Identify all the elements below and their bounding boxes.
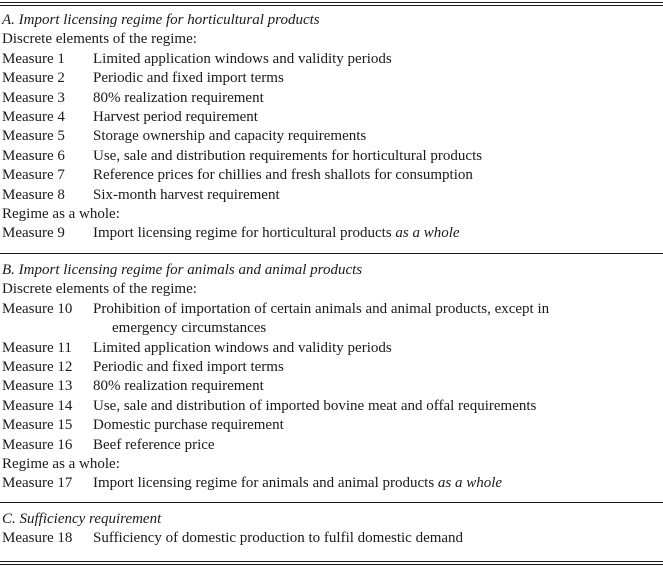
measure-text-continuation: emergency circumstances xyxy=(112,320,267,337)
measure-text: Domestic purchase requirement xyxy=(93,417,284,434)
measure-text-main: Import licensing regime for animals and animal products xyxy=(93,475,438,492)
measure-row xyxy=(0,474,663,493)
measure-text: Use, sale and distribution requirements for horticultural products xyxy=(93,147,483,164)
measure-text: Reference prices for chillies and fresh shallots for consumption xyxy=(93,167,473,184)
measure-label: Measure 7 xyxy=(2,167,65,184)
measure-text: Limited application windows and validity periods xyxy=(93,339,392,356)
measure-row xyxy=(0,108,663,127)
measure-label: Measure 5 xyxy=(2,128,65,145)
measure-row xyxy=(0,436,663,455)
measure-label: Measure 6 xyxy=(2,147,65,164)
bottom-rule-inner xyxy=(0,561,663,562)
measure-row xyxy=(0,397,663,416)
measure-text: Six-month harvest requirement xyxy=(93,186,280,203)
measure-label: Measure 11 xyxy=(2,339,72,356)
section-a-title: A. Import licensing regime for horticultural products xyxy=(2,12,320,28)
measure-label: Measure 13 xyxy=(2,378,73,395)
section-a xyxy=(0,11,663,244)
measure-text: Prohibition of importation of certain animals and animal products, except in xyxy=(93,300,550,317)
section-b-whole-label: Regime as a whole: xyxy=(2,455,120,472)
measure-text-main: Import licensing regime for horticultural products xyxy=(93,225,396,242)
section-a-discrete-label: Discrete elements of the regime: xyxy=(2,31,197,48)
measure-text: 80% realization requirement xyxy=(93,378,264,395)
measure-label: Measure 15 xyxy=(2,417,73,434)
measure-text-emphasis: as a whole xyxy=(395,225,460,242)
measure-row xyxy=(0,50,663,69)
measure-label: Measure 2 xyxy=(2,70,65,87)
measure-text: Storage ownership and capacity requirements xyxy=(93,128,367,145)
measure-text: Periodic and fixed import terms xyxy=(93,358,284,375)
top-rule xyxy=(0,2,663,3)
measure-row xyxy=(0,224,663,243)
measure-row xyxy=(0,377,663,396)
measure-row xyxy=(0,339,663,358)
measure-label: Measure 10 xyxy=(2,300,73,317)
measure-row xyxy=(0,147,663,166)
measure-label: Measure 4 xyxy=(2,108,65,125)
measure-label: Measure 16 xyxy=(2,436,73,453)
measure-text xyxy=(93,224,460,243)
section-divider xyxy=(0,253,663,254)
measure-row xyxy=(0,89,663,108)
measure-label: Measure 8 xyxy=(2,186,65,203)
top-rule-inner xyxy=(0,5,663,6)
measure-label: Measure 9 xyxy=(2,225,65,242)
measure-text: Beef reference price xyxy=(93,436,215,453)
section-b-title: B. Import licensing regime for animals and animal products xyxy=(2,262,363,278)
section-divider xyxy=(0,502,663,503)
measure-row xyxy=(0,127,663,146)
measure-row xyxy=(0,166,663,185)
measure-text: Periodic and fixed import terms xyxy=(93,70,284,87)
section-b xyxy=(0,261,663,494)
measure-text: Use, sale and distribution of imported bovine meat and offal requirements xyxy=(93,397,537,414)
measure-text xyxy=(93,474,502,493)
measure-label: Measure 17 xyxy=(2,475,73,492)
measure-label: Measure 3 xyxy=(2,89,65,106)
measure-text: Limited application windows and validity periods xyxy=(93,50,392,67)
measure-row xyxy=(0,358,663,377)
measure-label: Measure 12 xyxy=(2,358,73,375)
section-b-discrete-label: Discrete elements of the regime: xyxy=(2,281,197,298)
measure-row xyxy=(0,69,663,88)
section-c xyxy=(0,510,663,549)
measure-text: Harvest period requirement xyxy=(93,108,258,125)
measure-text: Sufficiency of domestic production to fulfil domestic demand xyxy=(93,530,464,547)
measure-row xyxy=(0,416,663,435)
bottom-rule xyxy=(0,564,663,565)
section-c-title: C. Sufficiency requirement xyxy=(2,511,162,527)
measure-text-emphasis: as a whole xyxy=(437,475,503,492)
measure-label: Measure 18 xyxy=(2,530,73,547)
measure-row xyxy=(0,300,663,319)
measure-label: Measure 1 xyxy=(2,50,65,67)
measure-label: Measure 14 xyxy=(2,397,73,414)
section-a-whole-label: Regime as a whole: xyxy=(2,205,120,222)
measure-text: 80% realization requirement xyxy=(93,89,264,106)
measure-row xyxy=(0,529,663,548)
measure-row xyxy=(0,186,663,205)
